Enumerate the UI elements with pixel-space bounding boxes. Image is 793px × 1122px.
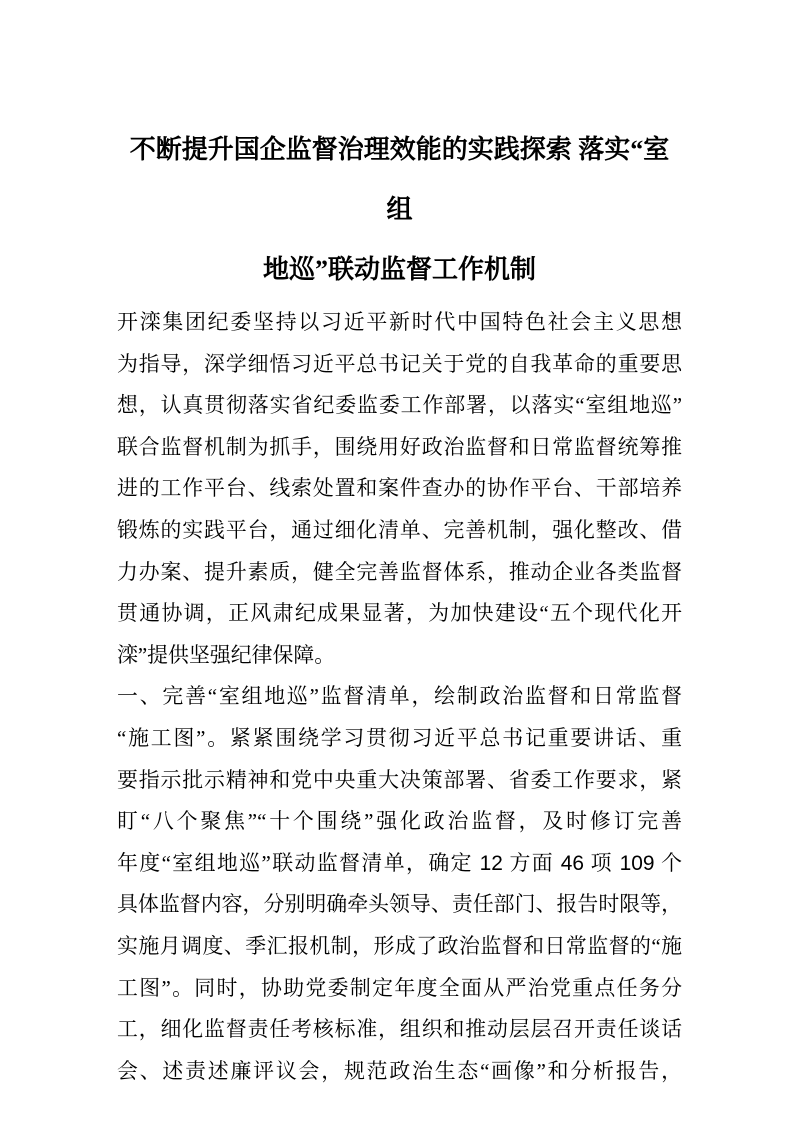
text-line: 开滦集团纪委坚持以习近平新时代中国特色社会主义思想 — [117, 310, 682, 334]
text-line: 联合监督机制为抓手，围绕用好政治监督和日常监督统筹推 — [117, 434, 682, 459]
text-line: 实施月调度、季汇报机制，形成了政治监督和日常监督的“施 — [117, 933, 682, 958]
text-line: 力办案、提升素质，健全完善监督体系，推动企业各类监督 — [117, 559, 682, 584]
paragraph-1 — [117, 302, 682, 676]
text-line: “施工图”。紧紧围绕学习贯彻习近平总书记重要讲话、重 — [117, 725, 682, 750]
text-line: 具体监督内容，分别明确牵头领导、责任部门、报告时限等， — [117, 892, 682, 917]
text-line: 想，认真贯彻落实省纪委监委工作部署，以落实“室组地巡” — [117, 393, 682, 418]
text-line: 会、述责述廉评议会，规范政治生态“画像”和分析报告， — [117, 1058, 682, 1083]
paragraph-2 — [117, 676, 682, 1092]
text-line: 一、完善“室组地巡”监督清单，绘制政治监督和日常监督 — [117, 684, 682, 709]
text-line: 进的工作平台、线索处置和案件查办的协作平台、干部培养 — [117, 476, 682, 501]
text-line: 贯通协调，正风肃纪成果显著，为加快建设“五个现代化开 — [117, 601, 682, 626]
text-line: 锻炼的实践平台，通过细化清单、完善机制，强化整改、借 — [117, 517, 682, 542]
text-line: 滦”提供坚强纪律保障。 — [117, 642, 336, 667]
text-line: 为指导，深学细悟习近平总书记关于党的自我革命的重要思 — [117, 351, 682, 376]
text-line: 工，细化监督责任考核标准，组织和推动层层召开责任谈话 — [117, 1017, 682, 1042]
text-line: 年度“室组地巡”联动监督清单，确定 12 方面 46 项 109 个 — [117, 850, 682, 875]
title-line-1: 不断提升国企监督治理效能的实践探索 落实“室组 — [129, 135, 670, 224]
title-line-2: 地巡”联动监督工作机制 — [262, 255, 536, 284]
document-title — [117, 120, 682, 300]
document-body — [117, 302, 682, 1092]
text-line: 工图”。同时，协助党委制定年度全面从严治党重点任务分 — [117, 975, 682, 1000]
text-line: 盯“八个聚焦”“十个围绕”强化政治监督，及时修订完善 — [117, 809, 682, 834]
text-line: 要指示批示精神和党中央重大决策部署、省委工作要求，紧 — [117, 767, 682, 792]
